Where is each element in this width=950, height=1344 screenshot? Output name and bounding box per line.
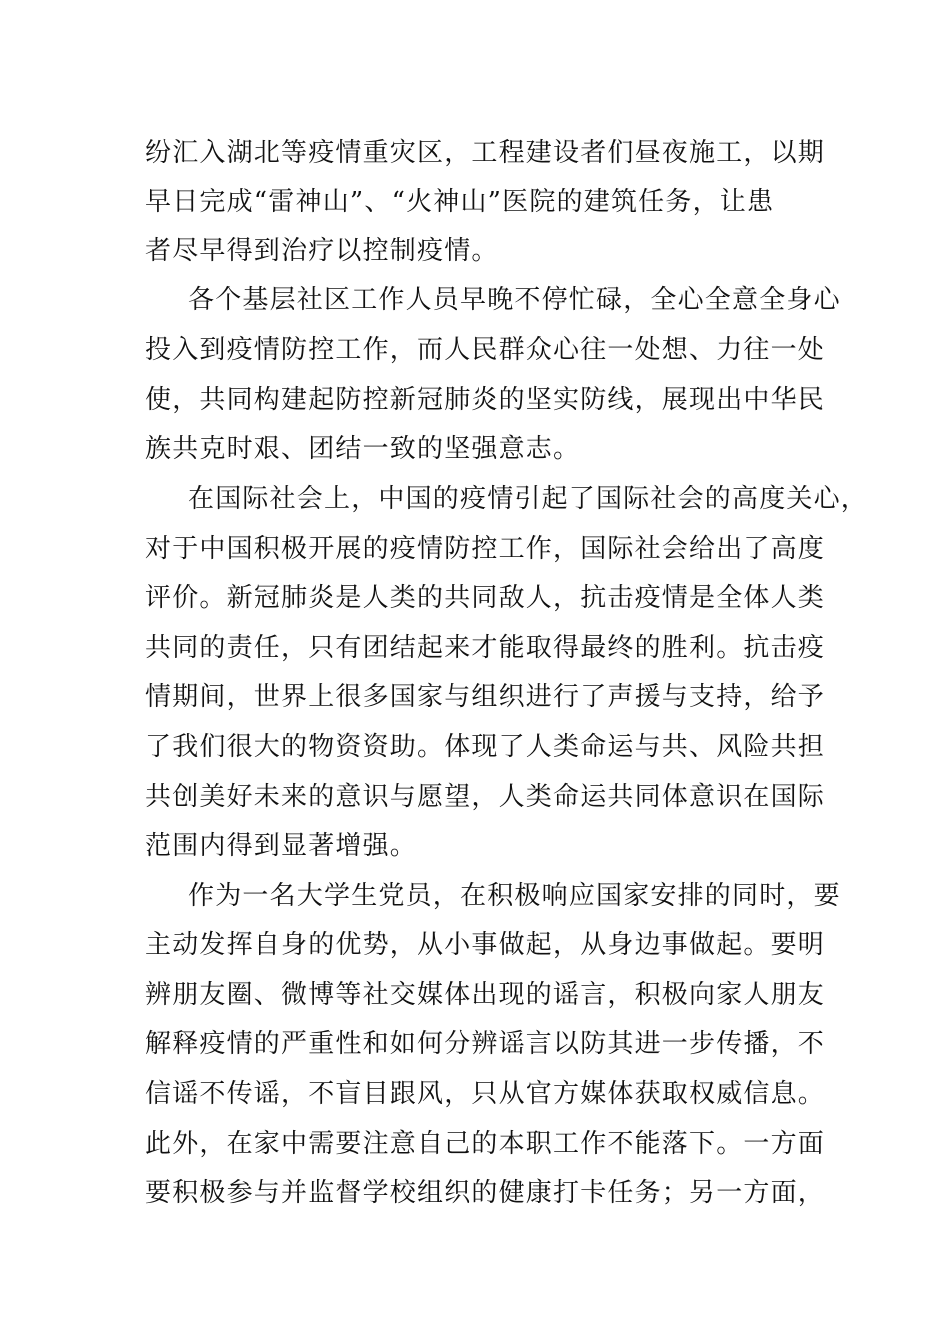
text-line: 早日完成“雷神山”、“火神山”医院的建筑任务，让患 (145, 187, 775, 217)
text-line: 此外，在家中需要注意自己的本职工作不能落下。一方面 (145, 1129, 826, 1159)
text-line: 范围内得到显著增强。 (145, 831, 418, 861)
text-line: 使，共同构建起防控新冠肺炎的坚实防线，展现出中华民 (145, 385, 826, 415)
text-line: 情期间，世界上很多国家与组织进行了声援与支持，给予 (145, 682, 826, 712)
text-line: 在国际社会上，中国的疫情引起了国际社会的高度关心， (188, 484, 869, 514)
text-line: 共创美好未来的意识与愿望，人类命运共同体意识在国际 (145, 782, 826, 812)
text-line: 主动发挥自身的优势，从小事做起，从身边事做起。要明 (145, 930, 826, 960)
text-line: 了我们很大的物资资助。体现了人类命运与共、风险共担 (145, 732, 826, 762)
text-line: 共同的责任，只有团结起来才能取得最终的胜利。抗击疫 (145, 633, 826, 663)
text-line: 对于中国积极开展的疫情防控工作，国际社会给出了高度 (145, 534, 826, 564)
text-line: 纷汇入湖北等疫情重灾区，工程建设者们昼夜施工，以期 (145, 138, 826, 168)
text-line: 作为一名大学生党员，在积极响应国家安排的同时，要 (188, 881, 841, 911)
text-line: 辨朋友圈、微博等社交媒体出现的谣言，积极向家人朋友 (145, 980, 826, 1010)
text-line: 各个基层社区工作人员早晚不停忙碌，全心全意全身心 (188, 285, 841, 315)
text-line: 族共克时艰、团结一致的坚强意志。 (145, 434, 581, 464)
text-line: 评价。新冠肺炎是人类的共同敌人，抗击疫情是全体人类 (145, 583, 826, 613)
text-line: 信谣不传谣，不盲目跟风，只从官方媒体获取权威信息。 (145, 1079, 826, 1109)
text-line: 解释疫情的严重性和如何分辨谣言以防其进一步传播，不 (145, 1029, 826, 1059)
text-line: 者尽早得到治疗以控制疫情。 (145, 236, 499, 266)
text-line: 投入到疫情防控工作，而人民群众心往一处想、力往一处 (145, 335, 826, 365)
text-line: 要积极参与并监督学校组织的健康打卡任务；另一方面， (145, 1178, 826, 1208)
